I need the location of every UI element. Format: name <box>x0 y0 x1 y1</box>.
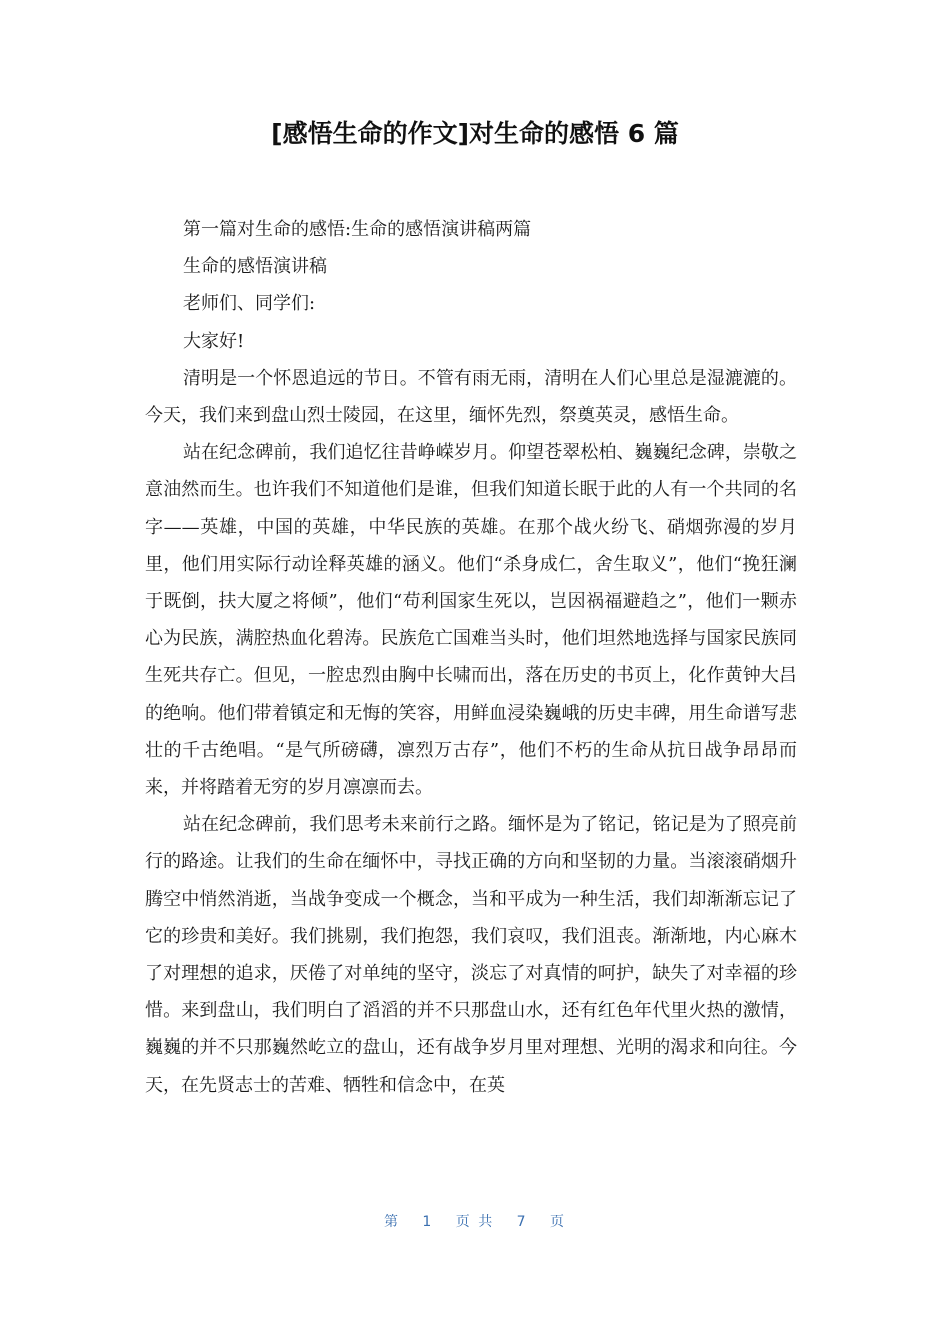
paragraph-6: 站在纪念碑前，我们追忆往昔峥嵘岁月。仰望苍翠松柏、巍巍纪念碑，崇敬之意油然而生。也许我们不知道他们是谁，但我们知道长眠于此的人有一个共同的名字——英雄，中国的英雄，中华民族的英雄。在那个战火纷飞、硝烟弥漫的岁月里，他们用实际行动诠释英雄的涵义。他们“杀身成仁，舍生取义”，他们“挽狂澜于既倒，扶大厦之将倾”，他们“苟利国家生死以，岂因祸福避趋之”，他们一颗赤心为民族，满腔热血化碧涛。民族危亡国难当头时，他们坦然地选择与国家民族同生死共存亡。但见，一腔忠烈由胸中长啸而出，落在历史的书页上，化作黄钟大吕的绝响。他们带着镇定和无悔的笑容，用鲜血浸染巍峨的历史丰碑，用生命谱写悲壮的千古绝唱。“是气所磅礴，凛烈万古存”，他们不朽的生命从抗日战争昂昂而来，并将踏着无穷的岁月凛凛而去。 <box>145 442 797 799</box>
footer-current-page: 1 <box>422 1214 434 1230</box>
footer-label-page: 第 <box>383 1214 400 1230</box>
paragraph-2: 生命的感悟演讲稿 <box>183 256 327 278</box>
paragraph-1: 第一篇对生命的感悟:生命的感悟演讲稿两篇 <box>183 219 532 240</box>
paragraph-3: 老师们、同学们: <box>183 293 316 315</box>
footer-label-pages: 页 <box>550 1214 567 1230</box>
document-body <box>145 211 797 1104</box>
document-title: [感悟生命的作文]对生命的感悟 6 篇 <box>271 119 679 148</box>
paragraph-7: 站在纪念碑前，我们思考未来前行之路。缅怀是为了铭记，铭记是为了照亮前行的路途。让我们的生命在缅怀中，寻找正确的方向和坚韧的力量。当滚滚硝烟升腾空中悄然消逝，当战争变成一个概念，当和平成为一种生活，我们却渐渐忘记了它的珍贵和美好。我们挑剔，我们抱怨，我们哀叹，我们沮丧。渐渐地，内心麻木了对理想的追求，厌倦了对单纯的坚守，淡忘了对真情的呵护，缺失了对幸福的珍惜。来到盘山，我们明白了滔滔的并不只那盘山水，还有红色年代里火热的激情，巍巍的并不只那巍然屹立的盘山，还有战争岁月里对理想、光明的渴求和向往。今天，在先贤志士的苦难、牺牲和信念中，在英 <box>145 814 797 1096</box>
page-footer <box>0 1211 950 1231</box>
footer-total-pages: 7 <box>516 1214 528 1230</box>
paragraph-5: 清明是一个怀恩追远的节日。不管有雨无雨，清明在人们心里总是湿漉漉的。今天，我们来到盘山烈士陵园，在这里，缅怀先烈，祭奠英灵，感悟生命。 <box>145 367 797 427</box>
footer-label-of: 页 共 <box>455 1214 495 1230</box>
paragraph-4: 大家好! <box>183 330 245 352</box>
